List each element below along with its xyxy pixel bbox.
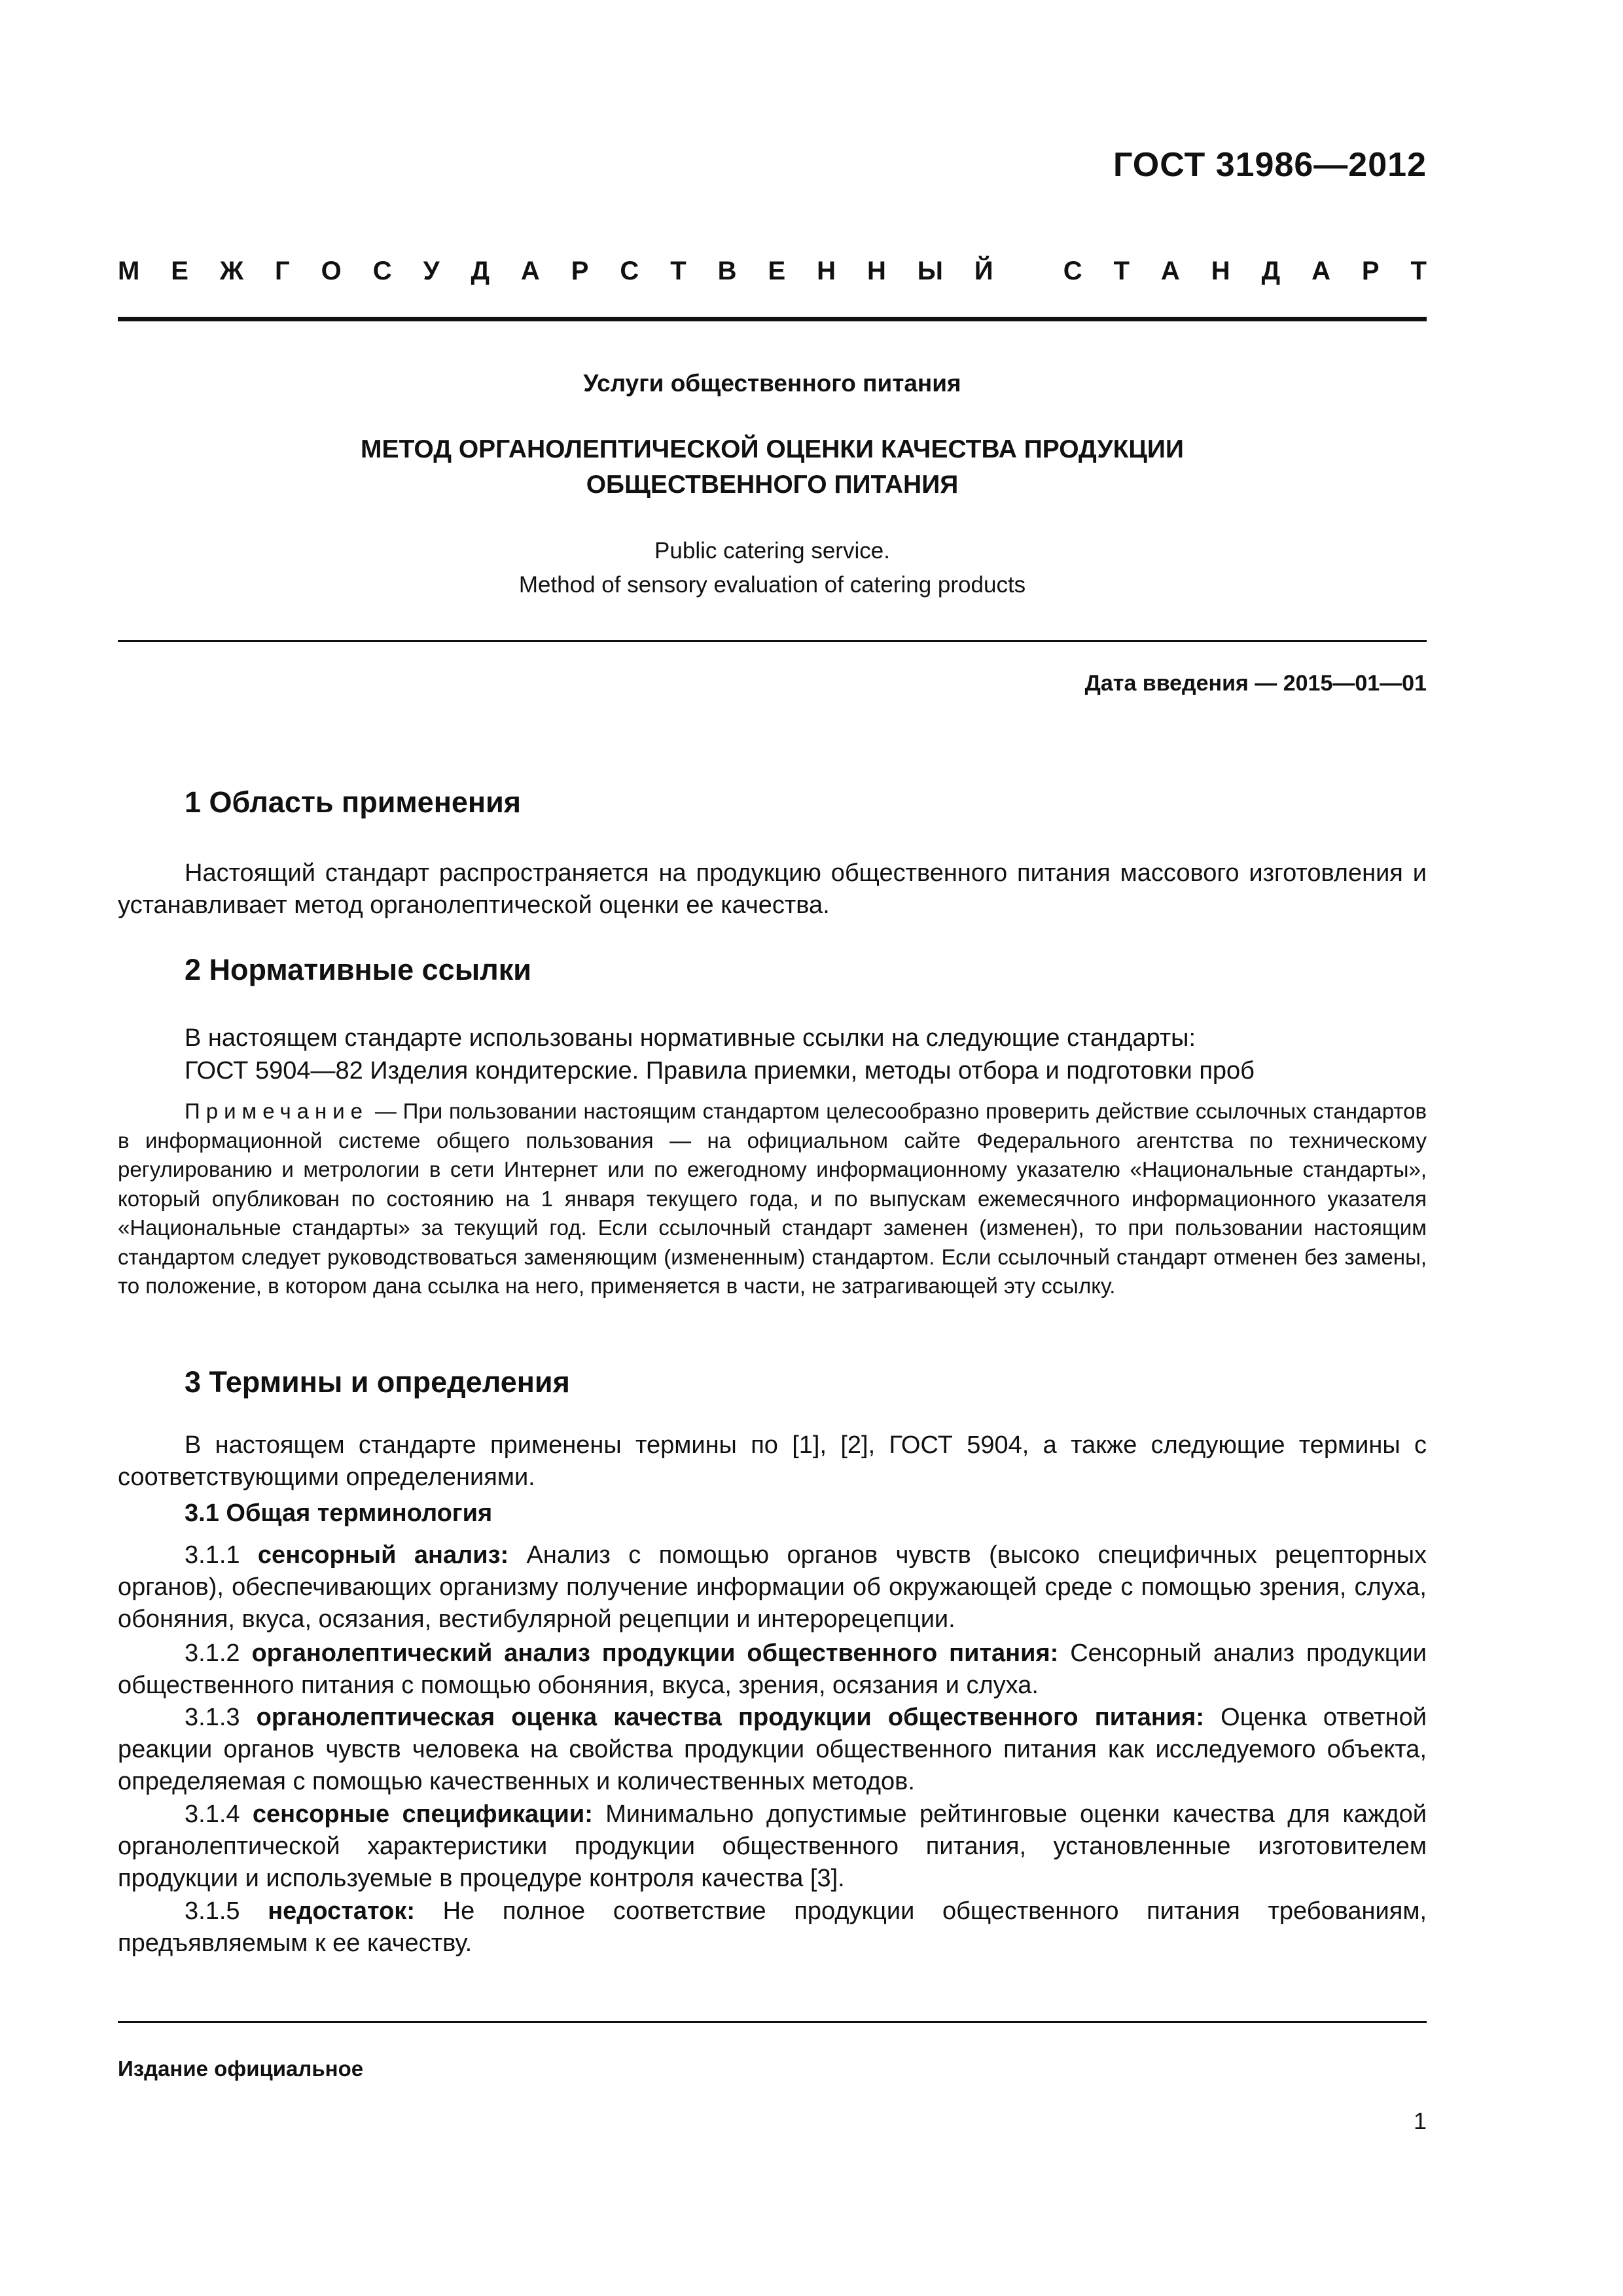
term-name: органолептический анализ продукции общественного питания: — [251, 1640, 1059, 1667]
letter: У — [423, 257, 440, 285]
letter: Р — [571, 257, 589, 285]
title-divider — [118, 640, 1427, 642]
term-definition: 3.1.5 недостаток: Не полное соответствие продукции общественного питания требованиям, предъявляемым к ее качеству. — [118, 1897, 1427, 1957]
normative-reference: ГОСТ 5904—82 Изделия кондитерские. Правила приемки, методы отбора и подготовки проб — [185, 1057, 1255, 1085]
letter: Е — [768, 257, 786, 285]
letter: Д — [471, 257, 490, 285]
term-definition: 3.1.4 сенсорные спецификации: Минимально допустимые рейтинговые оценки качества для каждой органолептической характеристики продукции общественного питания, установленные изготовителем продукции и используемые в процедуре контроля качества [3]. — [118, 1801, 1427, 1892]
term-name: органолептическая оценка качества продукции общественного питания: — [256, 1704, 1204, 1731]
header-divider — [118, 317, 1427, 321]
section-3-heading: 3 Термины и определения — [185, 1365, 570, 1399]
letter: Г — [275, 257, 290, 285]
letter: Т — [1410, 257, 1427, 285]
letter: В — [717, 257, 737, 285]
letter: Н — [1211, 257, 1230, 285]
edition-label: Издание официальное — [118, 2056, 364, 2081]
letter: Е — [171, 257, 188, 285]
letter: Ж — [219, 257, 244, 285]
letter: А — [520, 257, 540, 285]
page-number: 1 — [1413, 2108, 1427, 2134]
gost-number: ГОСТ 31986—2012 — [1113, 146, 1427, 184]
section-1-text: Настоящий стандарт распространяется на продукцию общественного питания массового изготовления и устанавливает метод органолептической оценки ее качества. — [118, 859, 1427, 919]
letter: Т — [1113, 257, 1130, 285]
document-subtitle: Услуги общественного питания — [583, 370, 961, 397]
term-definition: 3.1.1 сенсорный анализ: Анализ с помощью органов чувств (высоко специфичных рецепторных органов), обеспечивающих организму получение информации об окружающей среде с помощью зрения, слуха, обоняния, вкуса, осязания, вестибулярной рецепции и интерорецепции. — [118, 1541, 1427, 1633]
english-title-line1: Public catering service. — [654, 538, 890, 564]
letter: Й — [974, 257, 993, 285]
term-name: недостаток: — [268, 1897, 415, 1925]
document-title-line2: ОБЩЕСТВЕННОГО ПИТАНИЯ — [586, 471, 959, 499]
letter-gap — [1025, 257, 1032, 286]
english-title-line2: Method of sensory evaluation of catering products — [518, 572, 1026, 598]
note-paragraph: Примечание — При пользовании настоящим стандартом целесообразно проверить действие ссылочных стандартов в информационной системе общего пользования — на официальном сайте Федерального агентства по техническому регулированию и метрологии в сети Интернет или по ежегодному информационному указателю «Национальные стандарты», который опубликован по состоянию на 1 января текущего года, и по выпускам ежемесячного информационного указателя «Национальные стандарты» за текущий год. Если ссылочный стандарт заменен (изменен), то при пользовании настоящим стандартом следует руководствоваться заменяющим (измененным) стандартом. Если ссылочный стандарт отменен без замены, то положение, в котором дана ссылка на него, применяется в части, не затрагивающей эту ссылку. — [118, 1099, 1427, 1298]
date-of-introduction: Дата введения — 2015—01—01 — [1084, 671, 1427, 696]
letter: Д — [1261, 257, 1281, 285]
footer-divider — [118, 2021, 1427, 2023]
letter: С — [620, 257, 639, 285]
term-definition: 3.1.2 органолептический анализ продукции общественного питания: Сенсорный анализ продукции общественного питания с помощью обоняния, вкуса, зрения, осязания и слуха. — [118, 1640, 1427, 1699]
standard-type-heading — [118, 257, 1427, 286]
section-3-intro: В настоящем стандарте применены термины по [1], [2], ГОСТ 5904, а также следующие термины с соответствующими определениями. — [118, 1431, 1427, 1491]
letter: М — [118, 257, 140, 285]
term-name: сенсорный анализ: — [257, 1541, 509, 1569]
letter: А — [1160, 257, 1180, 285]
document-title-line1: МЕТОД ОРГАНОЛЕПТИЧЕСКОЙ ОЦЕНКИ КАЧЕСТВА ПРОДУКЦИИ — [361, 435, 1184, 463]
section-2-heading: 2 Нормативные ссылки — [185, 953, 531, 986]
letter: О — [321, 257, 342, 285]
letter: С — [372, 257, 392, 285]
section-2-intro: В настоящем стандарте использованы нормативные ссылки на следующие стандарты: — [185, 1024, 1196, 1052]
note-label: Примечание — [185, 1099, 369, 1123]
letter: Н — [866, 257, 886, 285]
term-name: сенсорные спецификации: — [252, 1801, 593, 1828]
term-definition: 3.1.3 органолептическая оценка качества продукции общественного питания: Оценка ответной реакции органов чувств человека на свойства продукции общественного питания как исследуемого объекта, определяемая с помощью качественных и количественных методов. — [118, 1704, 1427, 1795]
letter: Ы — [917, 257, 943, 285]
subsection-heading: 3.1 Общая терминология — [185, 1499, 493, 1527]
letter: Т — [670, 257, 687, 285]
letter: А — [1311, 257, 1330, 285]
section-1-heading: 1 Область применения — [185, 785, 522, 819]
letter: Н — [817, 257, 836, 285]
letter: С — [1063, 257, 1082, 285]
letter: Р — [1361, 257, 1380, 285]
